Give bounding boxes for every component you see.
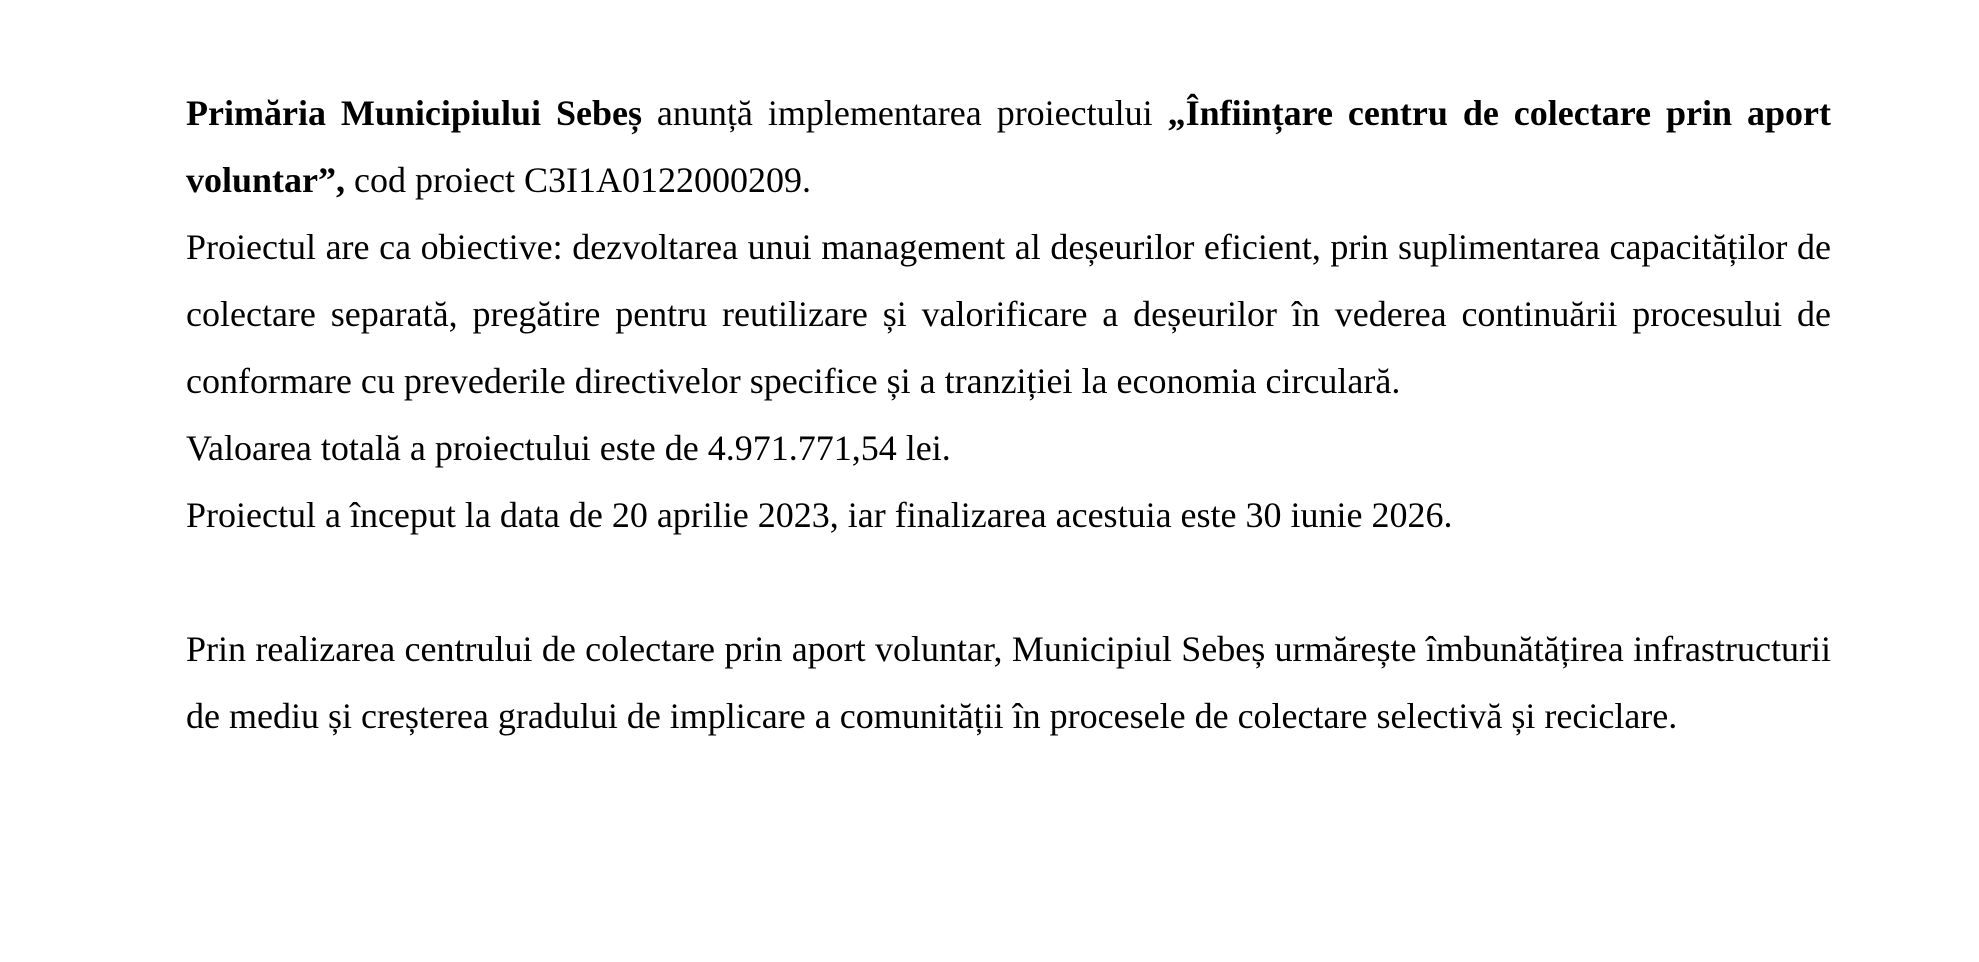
paragraph-spacer bbox=[186, 549, 1831, 616]
timeline-paragraph: Proiectul a început la data de 20 aprilie 2023, iar finalizarea acestuia este 30 iunie 2026. bbox=[186, 495, 1453, 535]
objectives-paragraph: Proiectul are ca obiective: dezvoltarea unui management al deșeurilor eficient, prin suplimentarea capacităților de colectare separată, pregătire pentru reutilizare și valorificare a deșeurilor în vederea continuării procesului de conformare cu prevederile directivelor specifice și a tranziției la economia circulară. bbox=[186, 227, 1831, 401]
value-paragraph: Valoarea totală a proiectului este de 4.971.771,54 lei. bbox=[186, 428, 951, 468]
institution-name: Primăria Municipiului Sebeș bbox=[186, 93, 642, 133]
conclusion-paragraph: Prin realizarea centrului de colectare prin aport voluntar, Municipiul Sebeș urmărește îmbunătățirea infrastructurii de mediu și creșterea gradului de implicare a comunității în procesele de colectare selectivă și reciclare. bbox=[186, 629, 1831, 736]
announcement-verb: anunță implementarea proiectului bbox=[641, 93, 1168, 133]
project-title: „Înființare centru de colectare prin aport voluntar”, bbox=[186, 93, 1831, 200]
document-body bbox=[186, 80, 1831, 750]
project-code: cod proiect C3I1A0122000209. bbox=[345, 160, 811, 200]
announcement-paragraph bbox=[186, 80, 1831, 214]
